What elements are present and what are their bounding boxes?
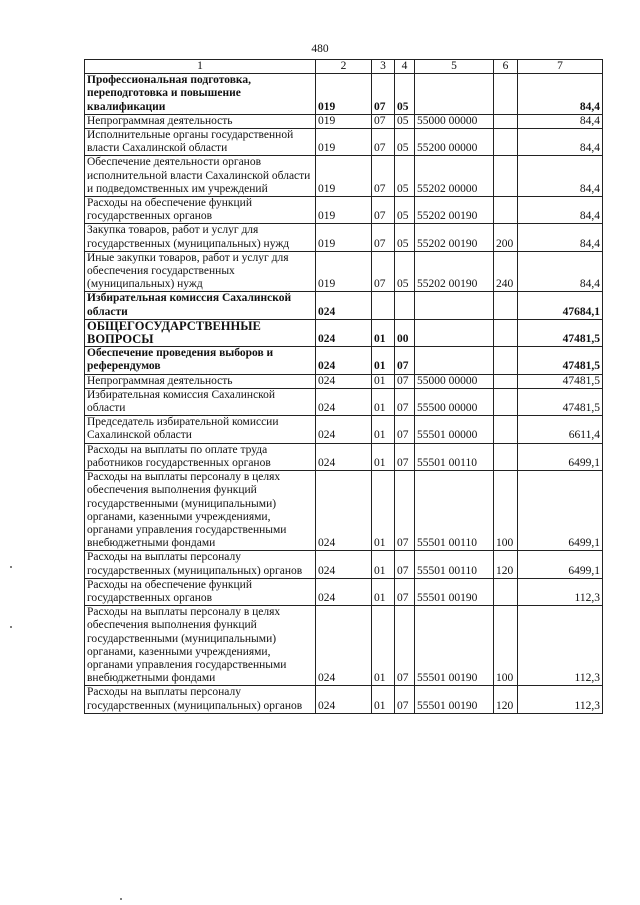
row-expense-type-cell [494, 347, 518, 374]
row-code-cell: 019 [316, 129, 372, 156]
row-code-cell: 019 [316, 114, 372, 128]
row-expense-type-cell: 120 [494, 551, 518, 578]
row-expense-type-cell [494, 319, 518, 346]
row-subsection-cell: 07 [395, 551, 415, 578]
row-subsection-cell: 07 [395, 686, 415, 713]
row-section-cell: 07 [372, 114, 395, 128]
row-target-cell: 55501 00190 [415, 606, 494, 686]
row-code-cell: 024 [316, 443, 372, 470]
row-section-cell: 07 [372, 74, 395, 115]
table-row [85, 347, 603, 374]
row-code-cell: 024 [316, 578, 372, 605]
row-expense-type-cell: 240 [494, 251, 518, 292]
row-section-cell: 07 [372, 251, 395, 292]
row-code-cell: 024 [316, 606, 372, 686]
row-subsection-cell: 05 [395, 224, 415, 251]
row-subsection-cell: 05 [395, 156, 415, 197]
row-amount-cell: 112,3 [518, 606, 603, 686]
row-code-cell: 024 [316, 551, 372, 578]
scan-speck [120, 898, 122, 900]
row-name-cell: Обеспечение проведения выборов и референдумов [85, 347, 316, 374]
header-col-2: 2 [316, 60, 372, 74]
row-amount-cell: 6499,1 [518, 551, 603, 578]
table-body [85, 74, 603, 714]
table-row [85, 114, 603, 128]
row-amount-cell: 6611,4 [518, 416, 603, 443]
row-section-cell: 07 [372, 224, 395, 251]
row-name-cell: Иные закупки товаров, работ и услуг для обеспечения государственных (муниципальных) нужд [85, 251, 316, 292]
row-section-cell: 07 [372, 156, 395, 197]
row-amount-cell: 47481,5 [518, 388, 603, 415]
row-target-cell: 55000 00000 [415, 114, 494, 128]
row-expense-type-cell [494, 114, 518, 128]
row-target-cell: 55202 00190 [415, 224, 494, 251]
row-amount-cell: 84,4 [518, 197, 603, 224]
row-expense-type-cell: 200 [494, 224, 518, 251]
row-subsection-cell: 05 [395, 114, 415, 128]
header-col-5: 5 [415, 60, 494, 74]
row-expense-type-cell [494, 156, 518, 197]
row-subsection-cell: 05 [395, 197, 415, 224]
header-col-4: 4 [395, 60, 415, 74]
row-name-cell: Расходы на выплаты персоналу государственных (муниципальных) органов [85, 686, 316, 713]
row-expense-type-cell [494, 292, 518, 319]
table-row [85, 292, 603, 319]
table-row [85, 251, 603, 292]
row-subsection-cell: 07 [395, 471, 415, 551]
row-subsection-cell: 05 [395, 251, 415, 292]
row-expense-type-cell [494, 578, 518, 605]
row-section-cell: 01 [372, 374, 395, 388]
row-expense-type-cell [494, 416, 518, 443]
row-code-cell: 019 [316, 224, 372, 251]
row-amount-cell: 6499,1 [518, 471, 603, 551]
row-subsection-cell: 07 [395, 443, 415, 470]
row-code-cell: 019 [316, 197, 372, 224]
row-target-cell [415, 347, 494, 374]
page-number: 480 [311, 43, 329, 55]
header-col-3: 3 [372, 60, 395, 74]
row-section-cell [372, 292, 395, 319]
row-section-cell: 01 [372, 347, 395, 374]
budget-table [84, 59, 603, 714]
row-target-cell: 55500 00000 [415, 388, 494, 415]
row-subsection-cell: 07 [395, 388, 415, 415]
row-subsection-cell: 05 [395, 74, 415, 115]
table-row [85, 197, 603, 224]
row-name-cell: Избирательная комиссия Сахалинской области [85, 292, 316, 319]
row-subsection-cell: 07 [395, 374, 415, 388]
row-expense-type-cell [494, 197, 518, 224]
table-row [85, 374, 603, 388]
row-subsection-cell: 00 [395, 319, 415, 346]
row-name-cell: Расходы на обеспечение функций государственных органов [85, 578, 316, 605]
row-name-cell: Обеспечение деятельности органов исполнительной власти Сахалинской области и подведомственных им учреждений [85, 156, 316, 197]
row-amount-cell: 84,4 [518, 224, 603, 251]
row-code-cell: 024 [316, 686, 372, 713]
row-amount-cell: 84,4 [518, 114, 603, 128]
row-target-cell: 55202 00190 [415, 197, 494, 224]
scan-speck [10, 566, 12, 568]
row-code-cell: 024 [316, 292, 372, 319]
row-section-cell: 01 [372, 551, 395, 578]
table-row [85, 74, 603, 115]
row-amount-cell: 84,4 [518, 251, 603, 292]
table-row [85, 156, 603, 197]
row-section-cell: 01 [372, 606, 395, 686]
row-amount-cell: 84,4 [518, 129, 603, 156]
row-name-cell: ОБЩЕГОСУДАРСТВЕННЫЕ ВОПРОСЫ [85, 319, 316, 346]
row-code-cell: 019 [316, 156, 372, 197]
row-target-cell: 55501 00110 [415, 471, 494, 551]
row-target-cell: 55501 00190 [415, 578, 494, 605]
row-section-cell: 01 [372, 416, 395, 443]
row-expense-type-cell [494, 443, 518, 470]
row-expense-type-cell: 100 [494, 471, 518, 551]
table-row [85, 388, 603, 415]
table-row [85, 578, 603, 605]
row-target-cell [415, 292, 494, 319]
row-expense-type-cell: 120 [494, 686, 518, 713]
row-amount-cell: 84,4 [518, 74, 603, 115]
row-subsection-cell: 05 [395, 129, 415, 156]
row-expense-type-cell [494, 74, 518, 115]
row-code-cell: 024 [316, 319, 372, 346]
row-code-cell: 019 [316, 74, 372, 115]
row-target-cell: 55501 00190 [415, 686, 494, 713]
row-section-cell: 01 [372, 578, 395, 605]
row-name-cell: Расходы на выплаты по оплате труда работников государственных органов [85, 443, 316, 470]
row-subsection-cell: 07 [395, 606, 415, 686]
row-section-cell: 01 [372, 388, 395, 415]
row-code-cell: 024 [316, 471, 372, 551]
header-col-6: 6 [494, 60, 518, 74]
row-target-cell: 55202 00190 [415, 251, 494, 292]
row-expense-type-cell [494, 388, 518, 415]
row-name-cell: Закупка товаров, работ и услуг для государственных (муниципальных) нужд [85, 224, 316, 251]
table-row [85, 606, 603, 686]
row-name-cell: Расходы на выплаты персоналу в целях обеспечения выполнения функций государственными (муниципальными) органами, казенными учреждениями, органами управления государственными внебюджетными фондами [85, 606, 316, 686]
table-row [85, 551, 603, 578]
row-code-cell: 024 [316, 388, 372, 415]
row-name-cell: Расходы на обеспечение функций государственных органов [85, 197, 316, 224]
row-name-cell: Расходы на выплаты персоналу в целях обеспечения выполнения функций государственными (муниципальными) органами, казенными учреждениями, органами управления государственными внебюджетными фондами [85, 471, 316, 551]
row-expense-type-cell [494, 129, 518, 156]
row-section-cell: 01 [372, 471, 395, 551]
row-name-cell: Председатель избирательной комиссии Сахалинской области [85, 416, 316, 443]
row-subsection-cell: 07 [395, 578, 415, 605]
row-target-cell [415, 74, 494, 115]
row-amount-cell: 47481,5 [518, 374, 603, 388]
row-code-cell: 019 [316, 251, 372, 292]
row-name-cell: Исполнительные органы государственной власти Сахалинской области [85, 129, 316, 156]
header-col-7: 7 [518, 60, 603, 74]
header-col-1: 1 [85, 60, 316, 74]
table-row [85, 224, 603, 251]
row-amount-cell: 112,3 [518, 578, 603, 605]
row-target-cell: 55501 00000 [415, 416, 494, 443]
table-row [85, 686, 603, 713]
row-amount-cell: 47481,5 [518, 347, 603, 374]
row-name-cell: Профессиональная подготовка, переподготовка и повышение квалификации [85, 74, 316, 115]
row-amount-cell: 6499,1 [518, 443, 603, 470]
row-name-cell: Непрограммная деятельность [85, 374, 316, 388]
row-amount-cell: 112,3 [518, 686, 603, 713]
row-subsection-cell [395, 292, 415, 319]
row-name-cell: Расходы на выплаты персоналу государственных (муниципальных) органов [85, 551, 316, 578]
row-section-cell: 07 [372, 129, 395, 156]
row-expense-type-cell [494, 374, 518, 388]
table-row [85, 129, 603, 156]
row-amount-cell: 47481,5 [518, 319, 603, 346]
row-subsection-cell: 07 [395, 347, 415, 374]
row-target-cell [415, 319, 494, 346]
row-code-cell: 024 [316, 374, 372, 388]
table-row [85, 471, 603, 551]
row-amount-cell: 84,4 [518, 156, 603, 197]
row-target-cell: 55501 00110 [415, 443, 494, 470]
row-target-cell: 55202 00000 [415, 156, 494, 197]
row-section-cell: 01 [372, 443, 395, 470]
table-header [85, 60, 603, 74]
row-name-cell: Непрограммная деятельность [85, 114, 316, 128]
row-target-cell: 55501 00110 [415, 551, 494, 578]
row-section-cell: 07 [372, 197, 395, 224]
table-row [85, 416, 603, 443]
row-subsection-cell: 07 [395, 416, 415, 443]
row-section-cell: 01 [372, 686, 395, 713]
row-code-cell: 024 [316, 347, 372, 374]
row-name-cell: Избирательная комиссия Сахалинской области [85, 388, 316, 415]
table-row [85, 443, 603, 470]
scan-speck [10, 626, 12, 628]
table-row [85, 319, 603, 346]
row-expense-type-cell: 100 [494, 606, 518, 686]
row-target-cell: 55200 00000 [415, 129, 494, 156]
row-section-cell: 01 [372, 319, 395, 346]
row-amount-cell: 47684,1 [518, 292, 603, 319]
row-code-cell: 024 [316, 416, 372, 443]
row-target-cell: 55000 00000 [415, 374, 494, 388]
